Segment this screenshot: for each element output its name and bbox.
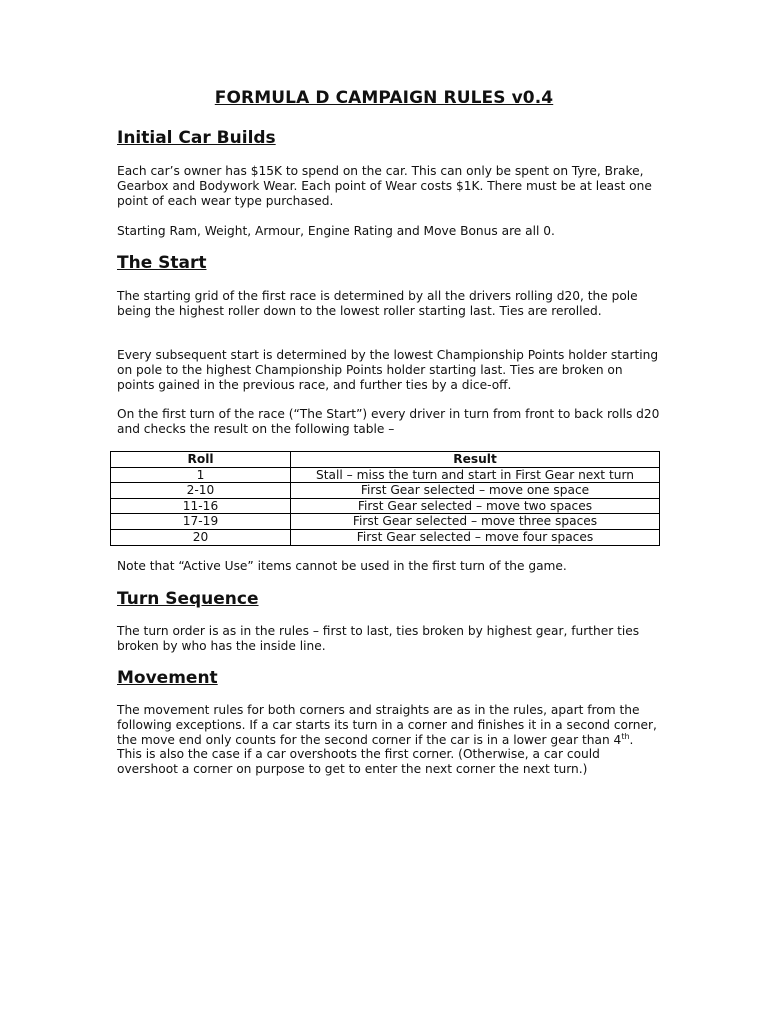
table-header-result: Result — [291, 452, 660, 468]
table-row — [111, 467, 660, 483]
start-roll-table — [110, 451, 660, 546]
paragraph-initial-budget: Each car’s owner has $15K to spend on the car. This can only be spent on Tyre, Brake, Gearbox and Bodywork Wear. Each point of Wear costs $1K. There must be at least one point of each wear type purchased. — [117, 164, 652, 208]
table-cell-roll: 17-19 — [111, 514, 291, 530]
ordinal-suffix: th — [621, 731, 630, 741]
table-cell-roll: 11-16 — [111, 498, 291, 514]
table-cell-result: First Gear selected – move one space — [291, 483, 660, 499]
paragraph-starting-stats: Starting Ram, Weight, Armour, Engine Rating and Move Bonus are all 0. — [117, 224, 555, 238]
table-cell-result: Stall – miss the turn and start in First Gear next turn — [291, 467, 660, 483]
table-row — [111, 514, 660, 530]
heading-movement: Movement — [117, 668, 218, 688]
page-title: FORMULA D CAMPAIGN RULES v0.4 — [214, 88, 554, 108]
table-cell-result: First Gear selected – move two spaces — [291, 498, 660, 514]
table-cell-result: First Gear selected – move three spaces — [291, 514, 660, 530]
heading-initial-car-builds: Initial Car Builds — [117, 128, 276, 148]
paragraph-subsequent-start: Every subsequent start is determined by the lowest Championship Points holder starting on pole to the highest Championship Points holder starting last. Ties are broken on points gained in the previous race, and further ties by a dice-off. — [117, 348, 659, 392]
paragraph-movement-rules — [117, 703, 662, 777]
paragraph-starting-grid: The starting grid of the first race is determined by all the drivers rolling d20, the pole being the highest roller down to the lowest roller starting last. Ties are rerolled. — [117, 289, 638, 318]
table-cell-roll: 1 — [111, 467, 291, 483]
paragraph-active-use-note: Note that “Active Use” items cannot be used in the first turn of the game. — [117, 559, 567, 573]
table-cell-roll: 2-10 — [111, 483, 291, 499]
paragraph-first-turn: On the first turn of the race (“The Start”) every driver in turn from front to back rolls d20 and checks the result on the following table – — [117, 407, 660, 436]
table-row — [111, 483, 660, 499]
table-row — [111, 529, 660, 545]
movement-text-part-1: The movement rules for both corners and straights are as in the rules, apart from the following exceptions. If a car starts its turn in a corner and finishes it in a second corner, the move end only counts for the second corner if the car is in a lower gear than 4 — [117, 703, 657, 747]
paragraph-turn-order: The turn order is as in the rules – first to last, ties broken by highest gear, further ties broken by who has the inside line. — [117, 624, 640, 653]
table-row — [111, 498, 660, 514]
heading-turn-sequence: Turn Sequence — [117, 589, 259, 609]
table-header-roll: Roll — [111, 452, 291, 468]
table-cell-result: First Gear selected – move four spaces — [291, 529, 660, 545]
table-header-row — [111, 452, 660, 468]
table-cell-roll: 20 — [111, 529, 291, 545]
movement-text-part-2: . This is also the case if a car overshoots the first corner. (Otherwise, a car could overshoot a corner on purpose to get to enter the next corner the next turn.) — [117, 732, 634, 777]
heading-the-start: The Start — [117, 253, 207, 273]
